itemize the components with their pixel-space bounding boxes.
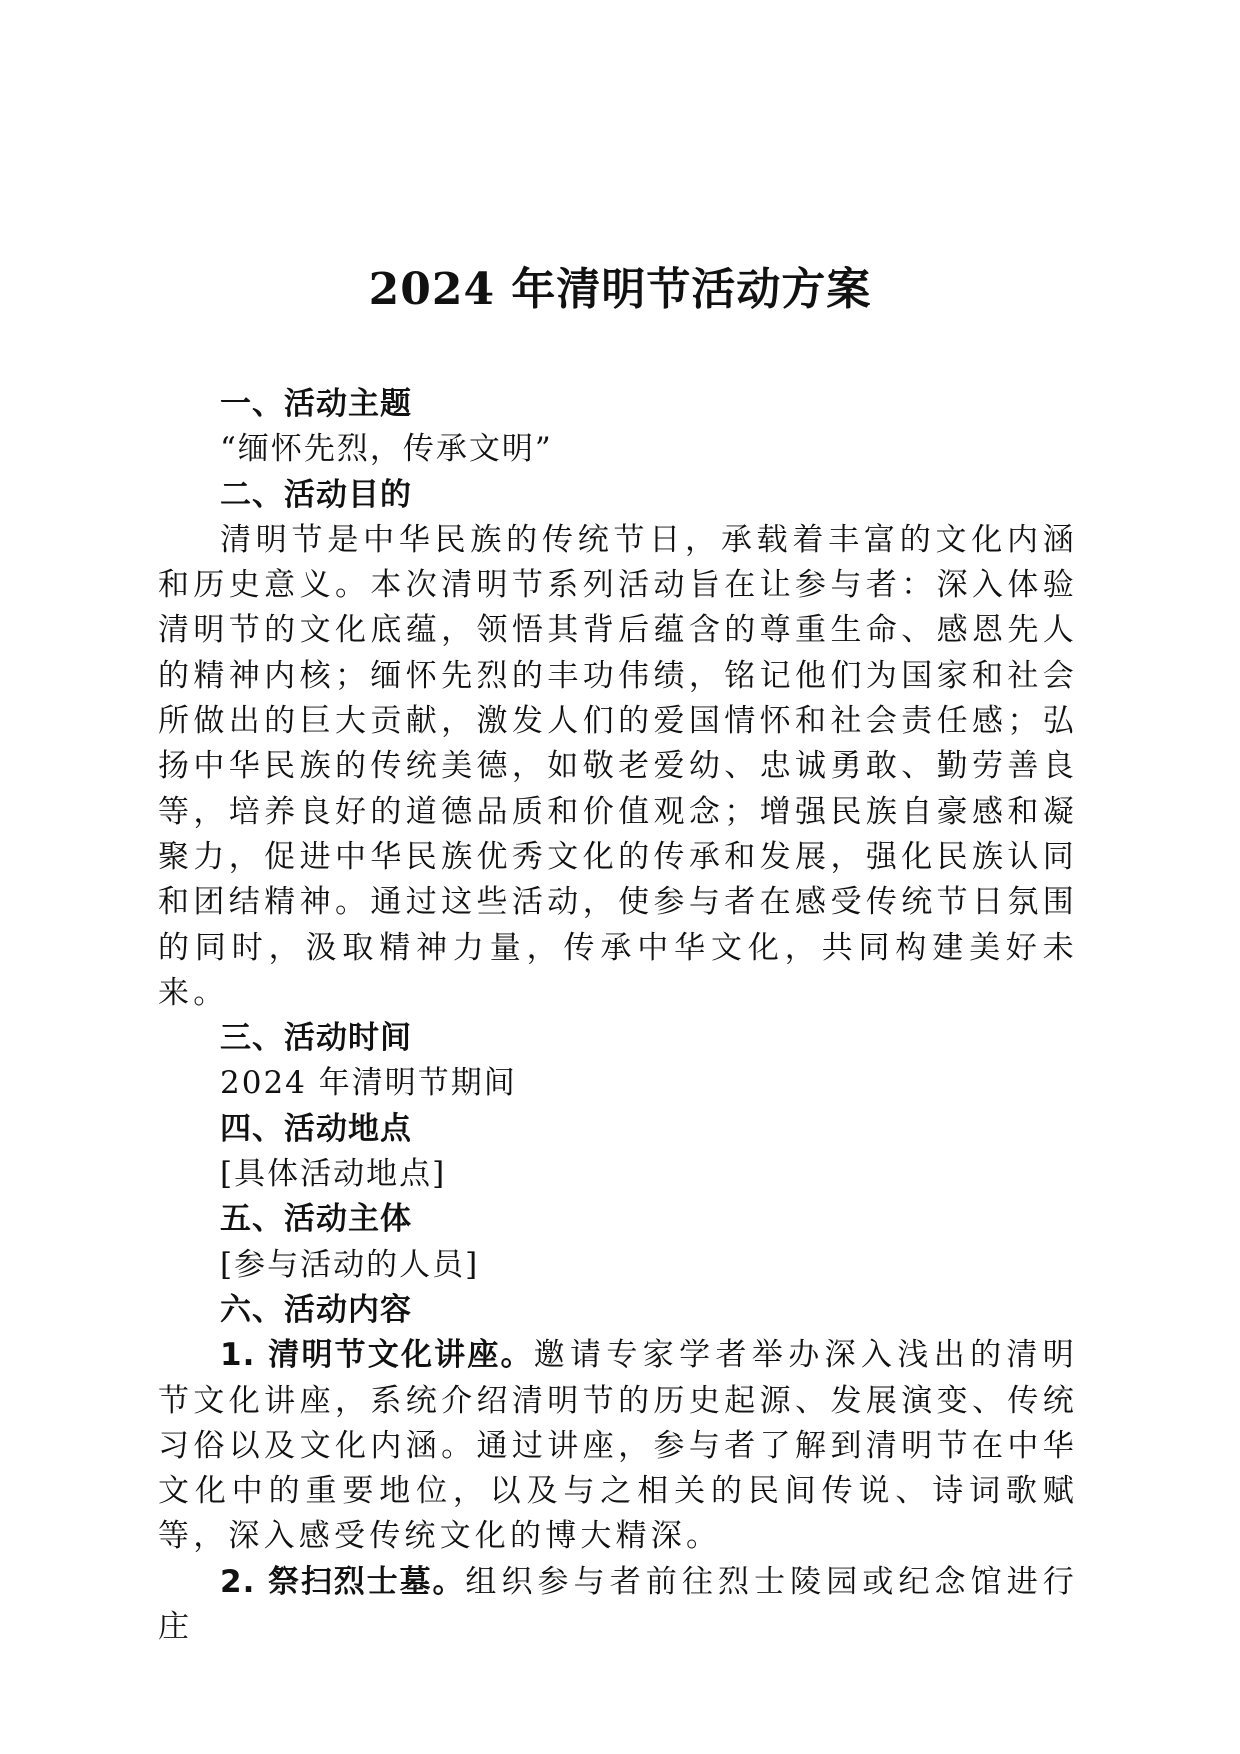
section-text-location: [具体活动地点] — [220, 1156, 447, 1193]
section-heading-purpose: 二、活动目的 — [220, 476, 412, 513]
section-heading-participants: 五、活动主体 — [220, 1201, 412, 1238]
content-item-lead: 1. 清明节文化讲座。 — [220, 1337, 534, 1374]
section-heading-content: 六、活动内容 — [220, 1291, 412, 1328]
section-text-theme: “缅怀先烈，传承文明” — [220, 431, 553, 468]
section-text-time: 2024 年清明节期间 — [220, 1065, 517, 1102]
content-item-lecture — [158, 1333, 1078, 1559]
section-heading-time: 三、活动时间 — [220, 1020, 412, 1057]
section-text-purpose: 清明节是中华民族的传统节日，承载着丰富的文化内涵和历史意义。本次清明节系列活动旨在让参与者：深入体验清明节的文化底蕴，领悟其背后蕴含的尊重生命、感恩先人的精神内核；缅怀先烈的丰功伟绩，铭记他们为国家和社会所做出的巨大贡献，激发人们的爱国情怀和社会责任感；弘扬中华民族的传统美德，如敬老爱幼、忠诚勇敢、勤劳善良等，培养良好的道德品质和价值观念；增强民族自豪感和凝聚力，促进中华民族优秀文化的传承和发展，强化民族认同和团结精神。通过这些活动，使参与者在感受传统节日氛围的同时，汲取精神力量，传承中华文化，共同构建美好未来。 — [158, 521, 1078, 1011]
section-heading-location: 四、活动地点 — [220, 1110, 412, 1147]
section-heading-theme: 一、活动主题 — [220, 386, 412, 422]
document-body — [158, 382, 1078, 1650]
content-item-tomb-sweeping — [158, 1560, 1078, 1651]
document-title: 2024 年清明节活动方案 — [368, 264, 872, 315]
content-item-text: 邀请专家学者举办深入浅出的清明节文化讲座，系统介绍清明节的历史起源、发展演变、传统习俗以及文化内涵。通过讲座，参与者了解到清明节在中华文化中的重要地位，以及与之相关的民间传说、诗词歌赋等，深入感受传统文化的博大精深。 — [158, 1337, 1079, 1555]
content-item-lead: 2. 祭扫烈士墓。 — [220, 1563, 466, 1600]
content-item-text: 组织参与者前往烈士陵园或纪念馆进行庄 — [158, 1563, 1079, 1646]
section-text-participants: [参与活动的人员] — [220, 1246, 480, 1283]
